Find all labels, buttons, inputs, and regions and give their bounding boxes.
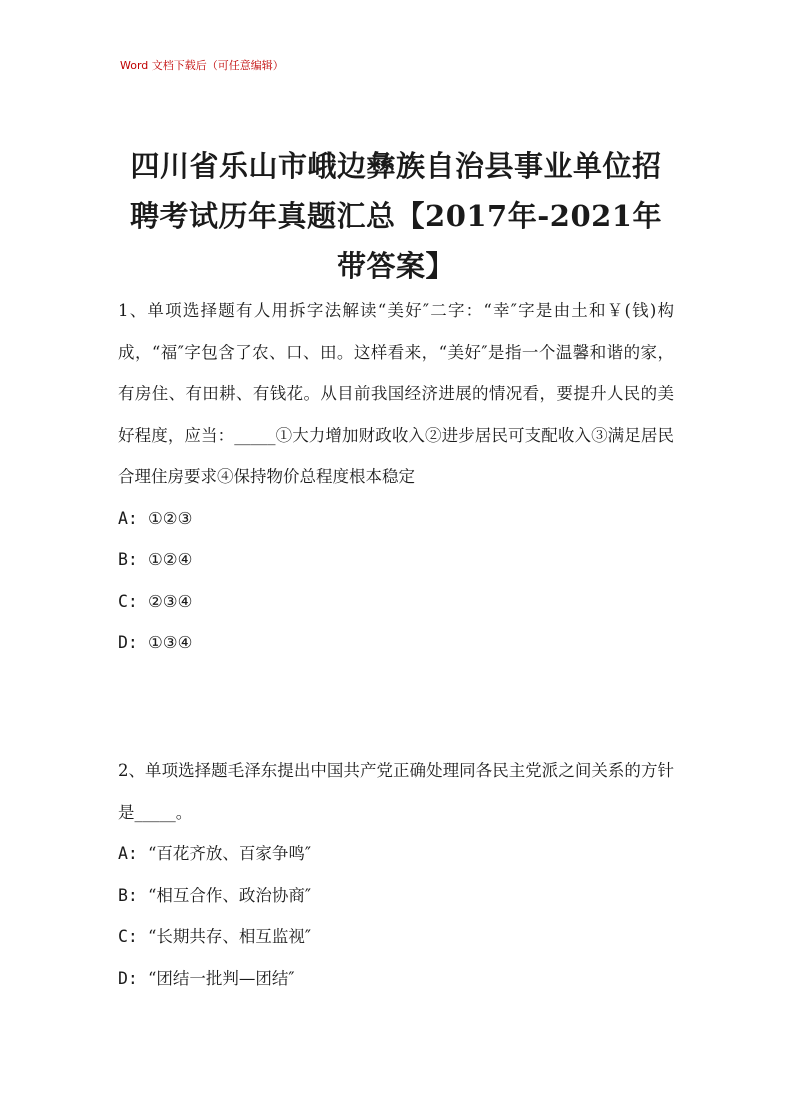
option-a [118, 498, 674, 540]
option-text: “长期共存、相互监视″ [148, 927, 312, 946]
option-b [118, 875, 674, 917]
option-d [118, 958, 674, 1000]
option-letter: B: [118, 885, 138, 905]
option-c [118, 916, 674, 958]
option-text: “团结一批判—团结″ [148, 968, 295, 988]
option-a [118, 833, 674, 875]
option-letter: C: [118, 591, 138, 611]
header-note: Word 文档下载后（可任意编辑） [120, 59, 284, 72]
option-text: ①②④ [148, 550, 193, 569]
option-letter: B: [118, 550, 138, 569]
option-text: “百花齐放、百家争鸣″ [148, 844, 312, 863]
option-letter: A: [118, 508, 138, 528]
question-stem: 2、单项选择题毛泽东提出中国共产党正确处理同各民主党派之间关系的方针是_____。 [118, 761, 674, 822]
option-text: “相互合作、政治协商″ [148, 885, 312, 905]
option-letter: A: [118, 844, 138, 863]
question-stem: 1、单项选择题有人用拆字法解读“美好″二字：“幸″字是由土和￥(钱)构成，“福″字包含了农、口、田。这样看来，“美好″是指一个温馨和谐的家，有房住、有田耕、有钱花。从目前我国经济进展的情况看，要提升人民的美好程度，应当：_____①大力增加财政收入②进步居民可支配收入③满足居民合理住房要求④保持物价总程度根本稳定 [118, 301, 674, 486]
option-letter: C: [118, 927, 138, 946]
option-d [118, 622, 674, 664]
option-text: ②③④ [148, 591, 193, 611]
question-2 [118, 750, 674, 999]
document-title: 四川省乐山市峨边彝族自治县事业单位招聘考试历年真题汇总【2017年-2021年带答案】 [130, 149, 662, 284]
option-letter: D: [118, 968, 138, 988]
option-text: ①②③ [148, 508, 193, 528]
option-b [118, 539, 674, 581]
question-1 [118, 290, 674, 664]
option-letter: D: [118, 633, 138, 652]
option-text: ①③④ [148, 633, 193, 652]
option-c [118, 581, 674, 623]
